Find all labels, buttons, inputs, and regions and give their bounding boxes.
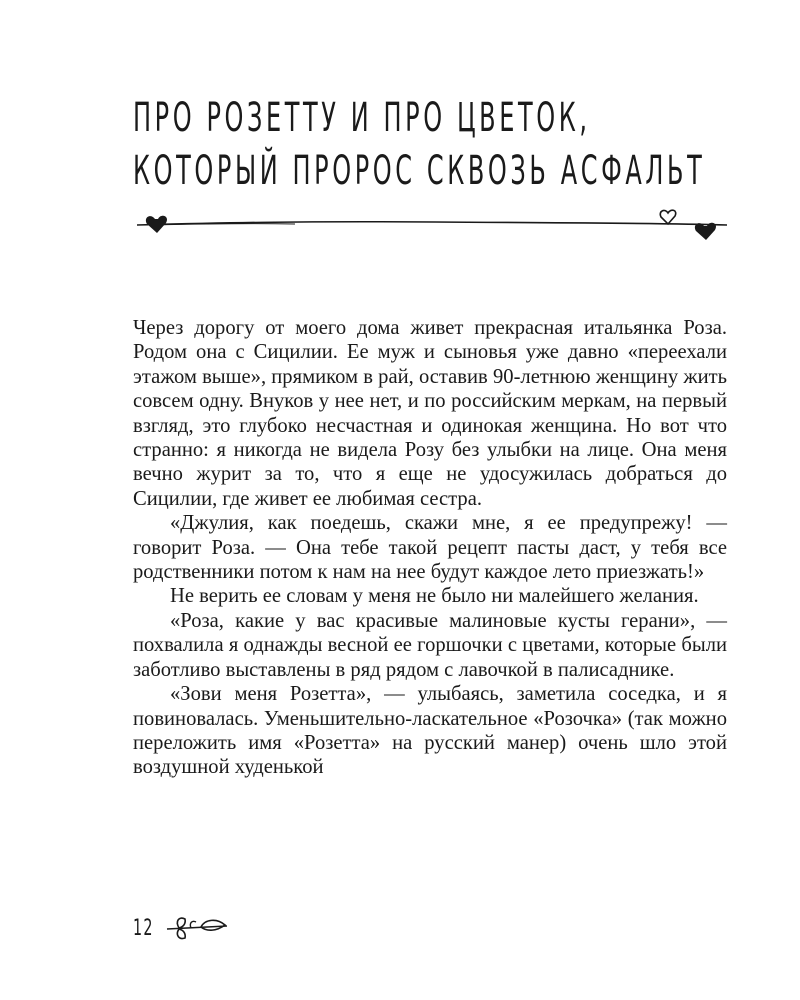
page-footer xyxy=(133,912,229,944)
leaf-sprig-icon xyxy=(165,913,229,943)
body-text xyxy=(133,316,727,780)
chapter-title xyxy=(133,92,753,202)
chapter-title-line-2: КОТОРЫЙ ПРОРОС СКВОЗЬ АСФАЛЬТ xyxy=(133,148,706,194)
paragraph-3: Не верить ее словам у меня не было ни малейшего желания. xyxy=(170,585,699,608)
paragraph-5: «Зови меня Розетта», — улыбаясь, заметила соседка, и я повиновалась. Уменьшительно-ласкательное «Розочка» (так можно переложить имя «Розетта» на русский манер) очень шло этой воздушной худенькой xyxy=(133,683,727,779)
page-number: 12 xyxy=(133,915,154,941)
heart-divider-icon xyxy=(135,205,730,250)
paragraph-4: «Роза, какие у вас красивые малиновые кусты герани», — похвалила я однажды весной ее горшочки с цветами, которые были заботливо выставлены в ряд рядом с лавочкой в палисаднике. xyxy=(133,609,727,681)
paragraph-1: Через дорогу от моего дома живет прекрасная итальянка Роза. Родом она с Сицилии. Ее муж и сыновья уже давно «переехали этажом выше», прямиком в рай, оставив 90-летнюю женщину жить совсем одну. Внуков у нее нет, и по российским меркам, на первый взгляд, это глубоко несчастная и одинокая женщина. Но вот что странно: я никогда не видела Розу без улыбки на лице. Она меня вечно журит за то, что я еще не удосужилась добраться до Сицилии, где живет ее любимая сестра. xyxy=(133,317,727,510)
paragraph-2: «Джулия, как поедешь, скажи мне, я ее предупрежу! — говорит Роза. — Она тебе такой рецепт пасты даст, у тебя все родственники потом к нам на нее будут каждое лето приезжать!» xyxy=(133,512,727,584)
chapter-title-line-1: ПРО РОЗЕТТУ И ПРО ЦВЕТОК, xyxy=(133,95,591,141)
